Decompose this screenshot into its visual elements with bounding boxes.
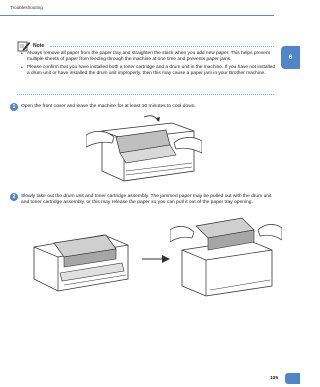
note-bullet-list [21,51,275,79]
drum-removal-illustration [170,216,282,300]
note-top-rule [50,46,274,47]
note-bullet: • Please confirm that you have installed both a toner cartridge and a drum unit in the machine. If you have not installed a drum unit or have installed the drum unit improperly, then this may cause a paper jam in your Brother machine. [21,65,275,77]
page-number: 105 [270,376,279,381]
printer-open-cover-illustration [86,111,202,185]
chapter-tab[interactable]: 6 [281,46,300,69]
note-title: Note [33,43,45,49]
note-bullet: • Always remove all paper from the paper tray and straighten the stack when you add new paper. This helps prevent multiple sheets of paper from feeding through the machine at one time and prevents paper jams. [21,51,275,63]
step-badge-2: 2 [10,193,18,201]
step-text-1: Open the front cover and leave the machine for at least 10 minutes to cool down. [21,104,196,109]
page-corner-tab [285,373,300,384]
running-header: Troubleshooting [10,5,43,10]
drum-toner-assembly-illustration [24,229,136,295]
header-rule [0,15,274,16]
note-bottom-rule [17,94,274,95]
arrow-right-icon [142,253,170,265]
step-text-2: Slowly take out the drum unit and toner cartridge assembly. The jammed paper may be pulled out with the drum unit and toner cartridge assembly, or this may release the paper so you can pull it out of the paper tray opening. [21,194,272,206]
step-badge-1: 1 [10,103,18,111]
